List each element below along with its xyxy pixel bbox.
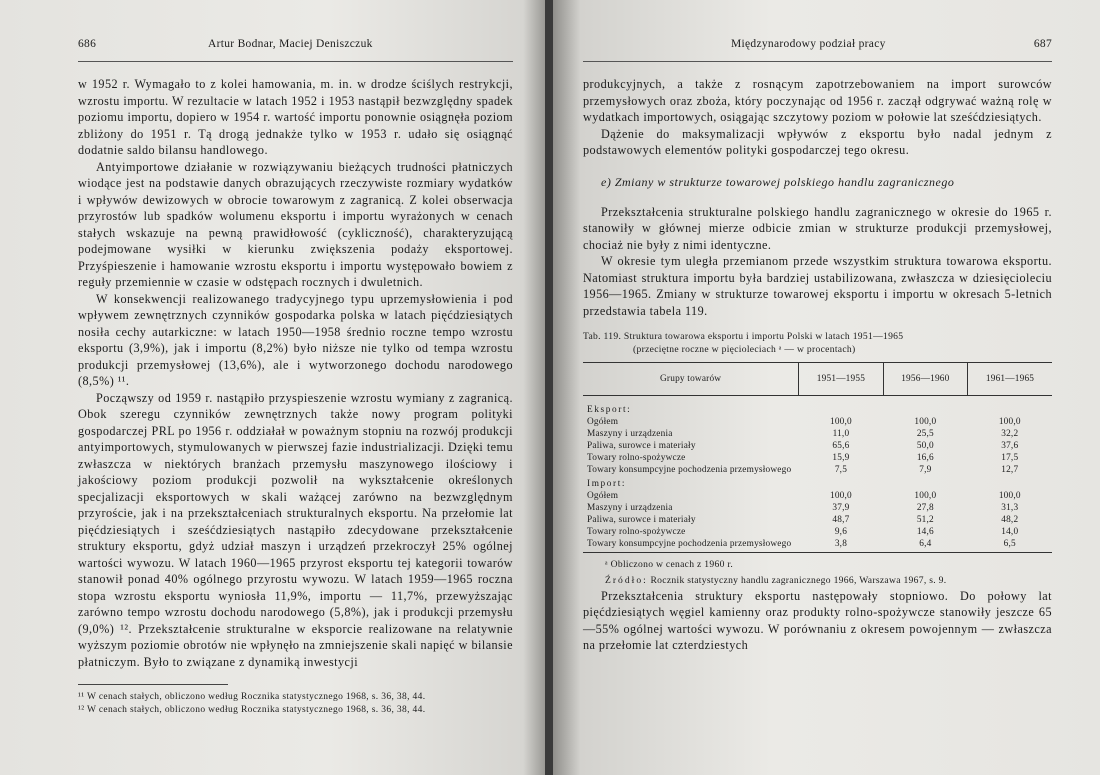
left-paragraph-4: Począwszy od 1959 r. nastąpiło przyspieszenie wzrostu wymiany z zagranicą. Obok szeregu czynników zewnętrznych także nowy program polityki gospodarczej PRL po 1956 r. oddziałał w poważnym stopniu na rozwój produkcji antyimportowych, stymulowanych w pierwszej fazie industrializacji. Dzięki temu zwłaszcza w niektórych branżach przemysłu maszynowego ilościowy i jakościowy poziom produkcji pozwolił na wykształcenie określonych specjalizacji eksportowych w skali ważącej zarówno na bezwzględnym przyroście, jak i na przekształceniach strukturalnych eksportu. Na przełomie lat pięćdziesiątych i sześćdziesiątych nastąpiło zdecydowane przekształcenie struktury eksportu, gdyż udział maszyn i urządzeń przekroczył 25% ogólnej wartości wywozu. W latach 1960—1965 przyrost eksportu tej kategorii towarów stanowił ponad 40% ogólnego przyrostu wywozu. W latach 1959—1965 roczna stopa wzrostu eksportu wyniosła 11,9%, importu — 11,7%, przewyższając zarówno tempo wzrostu dochodu narodowego (5,8%), jak i produkcji przemysłu (9,0%) ¹². Przekształcenie strukturalne w eksporcie realizowane na relatywnie wyższym poziomie obrotów nie wpłynęło na zmniejszenie skali napięć w bilansie płatniczym. Było to związane z dynamiką inwestycji <box>78 390 513 669</box>
cell-value: 37,9 <box>832 503 850 513</box>
section-label-import: Import: <box>587 479 627 489</box>
table-section-row <box>583 476 1052 490</box>
row-label: Ogółem <box>587 491 619 501</box>
cell-value: 12,7 <box>1001 465 1019 475</box>
left-paragraph-2: Antyimportowe działanie w rozwiązywaniu bieżących trudności płatniczych wiodące jest na podstawie danych obrazujących rzeczywiste rozmiary wydatków i wpływów dewizowych w obrocie towarowym z zagranicą. Z kolei obserwacja przyrostów lub spadków wolumenu eksportu i importu wyrażonych w cenach stałych wskazuje na pewną prawidłowość (cykliczność), charakteryzującą podejmowane wysiłki w kierunku zwiększenia podaży eksportowej. Przyśpieszenie i hamowanie wzrostu eksportu i importu występowało bowiem z reguły przemiennie w czasie w odstępach rocznych i dwuletnich. <box>78 159 513 289</box>
row-label: Ogółem <box>587 417 619 427</box>
table-source-label: Źródło: <box>605 575 648 586</box>
table-row <box>583 526 1052 538</box>
table-row <box>583 452 1052 464</box>
table-caption-line-2: (przeciętne roczne w pięcioleciach ᵃ — w procentach) <box>633 343 856 355</box>
cell-value: 48,7 <box>832 515 850 525</box>
table-footnote: ᵃ Obliczono w cenach z 1960 r. <box>605 559 734 570</box>
cell-value: 27,8 <box>916 503 934 513</box>
right-running-title: Międzynarodowy podział pracy <box>731 38 886 50</box>
cell-value: 3,8 <box>799 538 883 553</box>
cell-value: 100,0 <box>914 417 937 427</box>
row-label: Towary rolno-spożywcze <box>587 453 686 463</box>
table-source <box>583 575 1052 588</box>
row-label: Towary rolno-spożywcze <box>587 527 686 537</box>
right-running-head <box>583 38 1052 58</box>
cell-value: 100,0 <box>829 417 852 427</box>
table-row <box>583 428 1052 440</box>
left-header-rule <box>78 61 513 62</box>
right-paragraph-5: Przekształcenia struktury eksportu następowały stopniowo. Do połowy lat pięćdziesiątych węgiel kamienny oraz produkty rolno-spożywcze stanowiły jeszcze 65—55% ogólnej wartości wywozu. W porównaniu z okresem powojennym — zwłaszcza na przełomie lat czterdziestych <box>583 588 1052 652</box>
book-gutter <box>545 0 553 775</box>
table-row <box>583 440 1052 452</box>
cell-value: 7,5 <box>834 465 848 475</box>
cell-value: 32,2 <box>1001 429 1019 439</box>
left-running-head <box>78 38 513 58</box>
cell-value: 31,3 <box>1001 503 1019 513</box>
row-label: Towary konsumpcyjne pochodzenia przemysłowego <box>587 465 792 475</box>
table-caption <box>583 331 1052 356</box>
right-paragraph-4: W okresie tym uległa przemianom przede wszystkim struktura towarowa eksportu. Natomiast struktura importu była bardziej ustabilizowana, zwłaszcza w dziesięcioleciu 1956—1965. Zmiany w strukturze towarowej eksportu i importu w okresach 5-letnich przedstawia tabela 119. <box>583 254 1052 318</box>
row-label: Towary konsumpcyjne pochodzenia przemysłowego <box>583 538 799 553</box>
left-paragraph-1: w 1952 r. Wymagało to z kolei hamowania, m. in. w drodze ściślych restrykcji, wzrostu importu. W rezultacie w latach 1952 i 1953 nastąpił bezwzględny spadek poziomu importu, dopiero w 1954 r. wartość importu ponownie osiągnęła poziom zbliżony do 1951 r. Tą drogą jednakże tylko w 1953 r. udało się osiągnąć dodatnie saldo bilansu handlowego. <box>78 77 513 157</box>
row-label: Maszyny i urządzenia <box>587 429 673 439</box>
left-page-number: 686 <box>78 38 97 50</box>
col-header-1956: 1956—1960 <box>883 363 967 396</box>
cell-value: 15,9 <box>832 453 850 463</box>
cell-value: 6,5 <box>968 538 1052 553</box>
cell-value: 11,0 <box>832 429 850 439</box>
cell-value: 100,0 <box>998 417 1021 427</box>
table-row <box>583 502 1052 514</box>
right-page-number: 687 <box>1033 38 1052 50</box>
footnote-11: ¹¹ W cenach stałych, obliczono według Rocznika statystycznego 1968, s. 36, 38, 44. <box>78 692 426 702</box>
cell-value: 16,6 <box>916 453 934 463</box>
cell-value: 48,2 <box>1001 515 1019 525</box>
table-row <box>583 416 1052 428</box>
table-row <box>583 490 1052 502</box>
table-header-row <box>583 363 1052 396</box>
cell-value: 100,0 <box>914 491 937 501</box>
table-row <box>583 538 1052 553</box>
col-header-groups: Grupy towarów <box>583 363 799 396</box>
cell-value: 14,0 <box>1001 527 1019 537</box>
right-paragraph-2: Dążenie do maksymalizacji wpływów z eksportu było nadal jednym z podstawowych elementów polityki gospodarczej tego okresu. <box>583 126 1052 157</box>
cell-value: 7,9 <box>919 465 932 475</box>
cell-value: 37,6 <box>1001 441 1019 451</box>
table-row <box>583 464 1052 476</box>
cell-value: 17,5 <box>1001 453 1019 463</box>
section-label-export: Eksport: <box>587 405 632 415</box>
cell-value: 51,2 <box>916 515 934 525</box>
cell-value: 100,0 <box>829 491 852 501</box>
left-paragraph-3: W konsekwencji realizowanego tradycyjnego typu uprzemysłowienia i pod wpływem zewnętrznych czynników gospodarka polska w latach pięćdziesiątych nosiła cechy autarkiczne: w latach 1950—1958 średnio roczne tempo wzrostu eksportu (3,9%), jak i importu (8,2%) było niższe nie tylko od tempa wzrostu produkcji przemysłowej (13,6%), ale i wytworzonego dochodu narodowego (8,5%) ¹¹. <box>78 291 513 388</box>
col-header-1951: 1951—1955 <box>799 363 883 396</box>
cell-value: 14,6 <box>916 527 934 537</box>
row-label: Maszyny i urządzenia <box>587 503 673 513</box>
cell-value: 50,0 <box>916 441 934 451</box>
table-caption-line-1: Tab. 119. Struktura towarowa eksportu i importu Polski w latach 1951—1965 <box>583 331 904 342</box>
cell-value: 100,0 <box>998 491 1021 501</box>
table-section-row <box>583 396 1052 417</box>
col-header-1961: 1961—1965 <box>968 363 1052 396</box>
structure-table <box>583 362 1052 553</box>
cell-value: 65,6 <box>832 441 850 451</box>
row-label: Paliwa, surowce i materiały <box>587 441 696 451</box>
cell-value: 9,6 <box>834 527 848 537</box>
right-paragraph-3: Przekształcenia strukturalne polskiego handlu zagranicznego w okresie do 1965 r. stanowiły w głównej mierze odbicie zmian w strukturze produkcji przemysłowej, chociaż nie były z nimi identyczne. <box>583 204 1052 252</box>
right-page <box>553 0 1100 775</box>
left-page <box>0 0 545 775</box>
footnote-12: ¹² W cenach stałych, obliczono według Rocznika statystycznego 1968, s. 36, 38, 44. <box>78 705 426 715</box>
cell-value: 25,5 <box>916 429 934 439</box>
section-title: e) Zmiany w strukturze towarowej polskiego handlu zagranicznego <box>601 174 955 189</box>
left-running-title: Artur Bodnar, Maciej Deniszczuk <box>208 38 373 50</box>
row-label: Paliwa, surowce i materiały <box>587 515 696 525</box>
left-footnotes <box>78 684 513 717</box>
right-paragraph-1: produkcyjnych, a także z rosnącym zapotrzebowaniem na import surowców przemysłowych oraz zboża, który poczynając od 1956 r. zaczął odgrywać ważną rolę w wydatkach importowych, osiągając szczytowy poziom w połowie lat sześćdziesiątych. <box>583 77 1052 124</box>
right-header-rule <box>583 61 1052 62</box>
footnote-rule <box>78 684 228 685</box>
table-row <box>583 514 1052 526</box>
table-source-text: Rocznik statystyczny handlu zagranicznego 1966, Warszawa 1967, s. 9. <box>650 575 947 586</box>
cell-value: 6,4 <box>883 538 967 553</box>
